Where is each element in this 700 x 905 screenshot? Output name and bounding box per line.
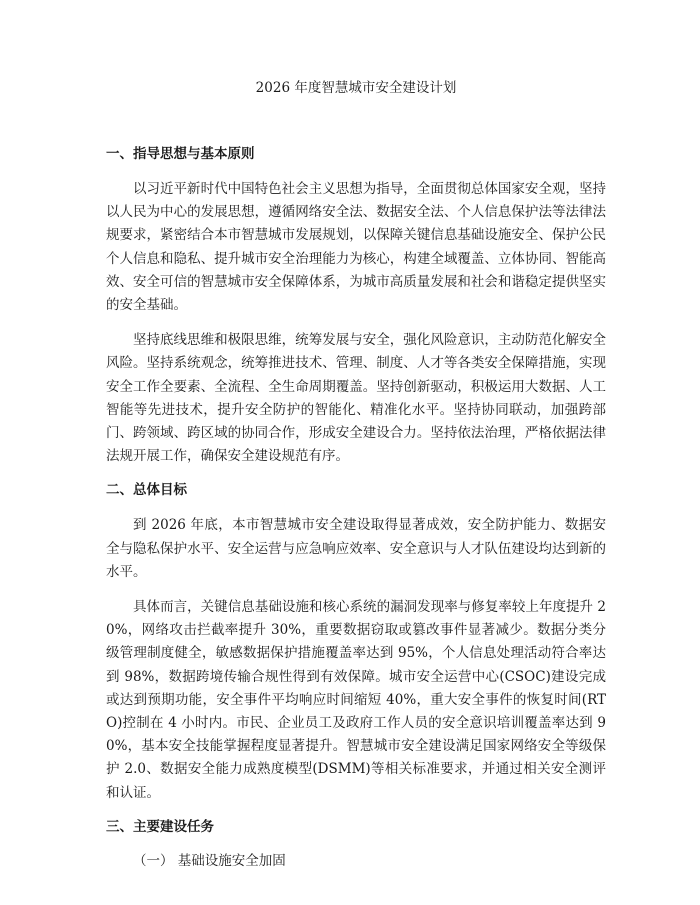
paragraph: 具体而言，关键信息基础设施和核心系统的漏洞发现率与修复率较上年度提升 20%，网络攻击拦截率提升 30%，重要数据窃取或篡改事件显著减少。数据分类分级管理制度健全，敏感数据保护措施覆盖率达到 95%，个人信息处理活动符合率达到 98%，数据跨境传输合规性得到有效保障。城市安全运营中心(CSOC)建设完成或达到预期功能，安全事件平均响应时间缩短 40%，重大安全事件的恢复时间(RTO)控制在 4 小时内。市民、企业员工及政府工作人员的安全意识培训覆盖率达到 90%，基本安全技能掌握程度显著提升。智慧城市安全建设满足国家网络安全等级保护 2.0、数据安全能力成熟度模型(DSMM)等相关标准要求，并通过相关安全测评和认证。 [106,599,606,801]
section-heading-overall-goals: 二、总体目标 [106,482,187,499]
subsection-heading-infrastructure: （一） 基础设施安全加固 [133,852,286,869]
paragraph: 以习近平新时代中国特色社会主义思想为指导，全面贯彻总体国家安全观，坚持以人民为中心的发展思想，遵循网络安全法、数据安全法、个人信息保护法等法律法规要求，紧密结合本市智慧城市发展规划，以保障关键信息基础设施安全、保护公民个人信息和隐私、提升城市安全治理能力为核心，构建全域覆盖、立体协同、智能高效、安全可信的智慧城市安全保障体系，为城市高质量发展和社会和谐稳定提供坚实的安全基础。 [106,181,606,314]
paragraph: 到 2026 年底，本市智慧城市安全建设取得显著成效，安全防护能力、数据安全与隐私保护水平、安全运营与应急响应效率、安全意识与人才队伍建设均达到新的水平。 [106,517,606,580]
paragraph: 坚持底线思维和极限思维，统筹发展与安全，强化风险意识，主动防范化解安全风险。坚持系统观念，统筹推进技术、管理、制度、人才等各类安全保障措施，实现安全工作全要素、全流程、全生命周期覆盖。坚持创新驱动，积极运用大数据、人工智能等先进技术，提升安全防护的智能化、精准化水平。坚持协同联动，加强跨部门、跨领域、跨区域的协同合作，形成安全建设合力。坚持依法治理，严格依据法律法规开展工作，确保安全建设规范有序。 [106,332,606,465]
section-heading-main-tasks: 三、主要建设任务 [106,818,214,835]
section-heading-guiding-principles: 一、指导思想与基本原则 [106,146,255,162]
document-title: 2026 年度智慧城市安全建设计划 [255,80,457,96]
